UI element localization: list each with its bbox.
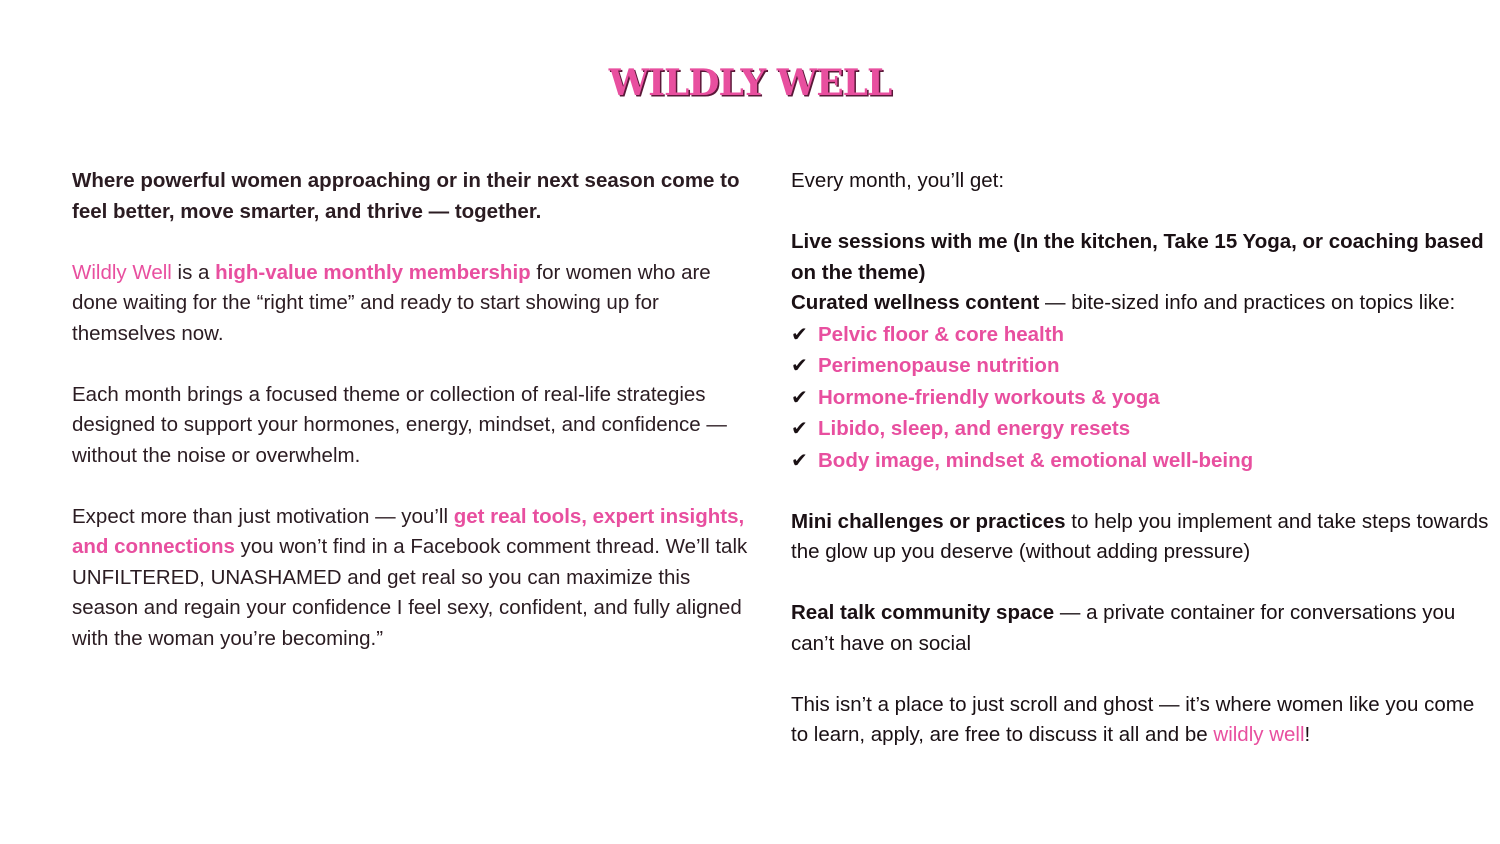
membership-text-2: for women who are done waiting for the “right time” and ready to start showing up for themselves now. bbox=[72, 260, 711, 345]
closing-paragraph bbox=[791, 690, 1491, 751]
list-item bbox=[791, 382, 1491, 414]
topic-label: Libido, sleep, and energy resets bbox=[818, 417, 1131, 440]
community-item bbox=[791, 598, 1491, 659]
closing-highlight: wildly well bbox=[1213, 723, 1305, 746]
topic-list bbox=[791, 319, 1491, 477]
theme-paragraph: Each month brings a focused theme or collection of real-life strategies designed to support your hormones, energy, mindset, and confidence — without the noise or overwhelm. bbox=[72, 382, 727, 467]
membership-highlight: high-value monthly membership bbox=[215, 260, 531, 284]
intro-paragraph: Where powerful women approaching or in their next season come to feel better, move smarter, and thrive — together. bbox=[72, 169, 740, 223]
check-icon: ✔ bbox=[791, 321, 808, 346]
check-icon: ✔ bbox=[791, 447, 808, 472]
membership-text-1: is a bbox=[171, 260, 216, 284]
membership-paragraph bbox=[72, 258, 752, 350]
closing-text-1: This isn’t a place to just scroll and ghost — it’s where women like you come to learn, apply, are free to discuss it all and be bbox=[791, 692, 1475, 746]
left-column bbox=[72, 166, 752, 685]
benefits-heading: Every month, you’ll get: bbox=[791, 169, 1005, 192]
topic-label: Body image, mindset & emotional well-being bbox=[818, 448, 1254, 472]
closing-text-2: ! bbox=[1304, 723, 1311, 746]
right-column bbox=[791, 166, 1491, 781]
expect-text-1: Expect more than just motivation — you’ll bbox=[72, 504, 454, 528]
topic-label: Hormone-friendly workouts & yoga bbox=[818, 385, 1160, 409]
mini-rest: to help you implement and take steps towards the glow up you deserve (without adding pressure) bbox=[791, 509, 1489, 563]
live-sessions-item: Live sessions with me (In the kitchen, Take 15 Yoga, or coaching based on the theme) bbox=[791, 230, 1484, 284]
community-rest: — a private container for conversations you can’t have on social bbox=[791, 601, 1456, 655]
topic-label: Pelvic floor & core health bbox=[818, 322, 1065, 346]
expect-highlight: get real tools, expert insights, and connections bbox=[72, 504, 745, 558]
list-item bbox=[791, 413, 1491, 445]
list-item bbox=[791, 319, 1491, 351]
check-icon: ✔ bbox=[791, 416, 808, 440]
curated-bold: Curated wellness content bbox=[791, 291, 1040, 314]
check-icon: ✔ bbox=[791, 353, 808, 377]
check-icon: ✔ bbox=[791, 384, 808, 409]
expect-text-2: you won’t find in a Facebook comment thread. We’ll talk UNFILTERED, UNASHAMED and get real so you can maximize this season and regain your confidence I feel sexy, confident, and fully aligned with the woman you’re becoming.” bbox=[72, 535, 748, 650]
page-title: WILDLY WELL bbox=[608, 62, 892, 104]
expect-paragraph bbox=[72, 502, 752, 655]
list-item bbox=[791, 350, 1491, 382]
curated-rest: — bite-sized info and practices on topics like: bbox=[1039, 291, 1456, 314]
topic-label: Perimenopause nutrition bbox=[818, 354, 1060, 377]
mini-bold: Mini challenges or practices bbox=[791, 509, 1066, 533]
list-item bbox=[791, 445, 1491, 477]
brand-name: Wildly Well bbox=[72, 260, 172, 284]
curated-content-item bbox=[791, 288, 1491, 319]
mini-challenges-item bbox=[791, 507, 1491, 568]
community-bold: Real talk community space bbox=[791, 601, 1055, 624]
